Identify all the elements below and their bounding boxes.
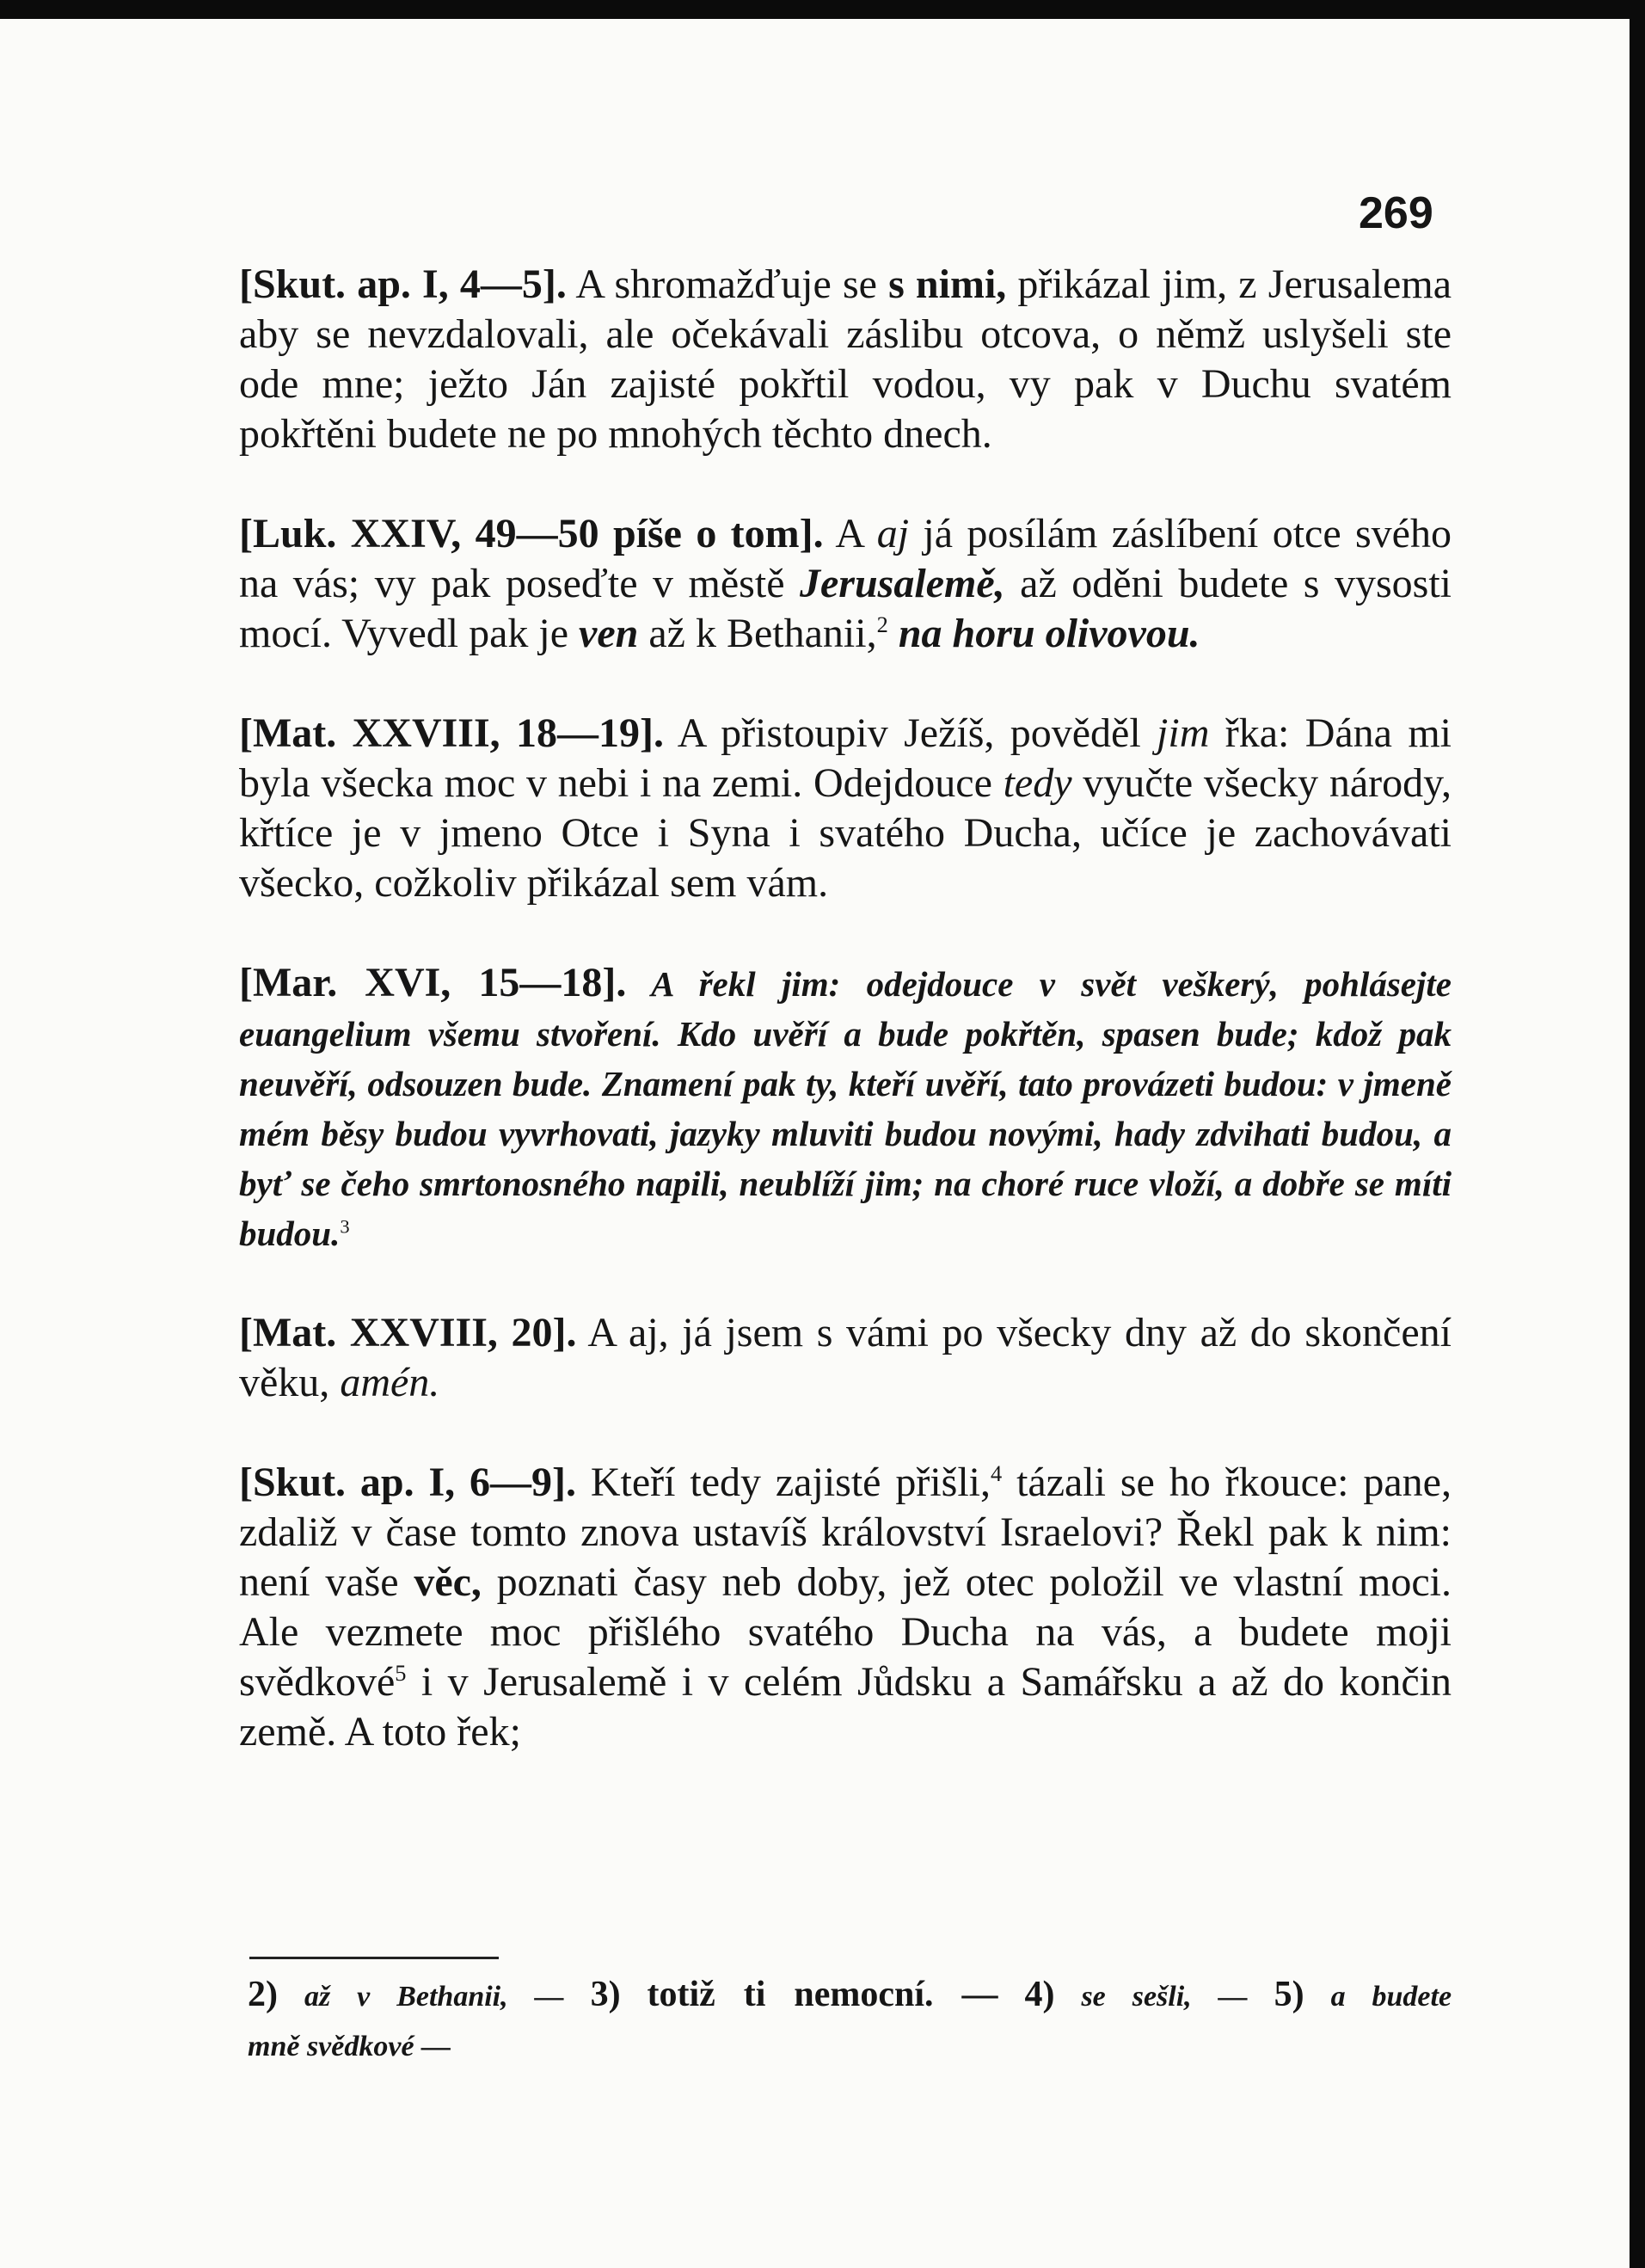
paragraph [239,958,1452,1258]
text-run: až k Bethanii, [638,611,877,656]
footnote-marker: 5 [395,1660,407,1686]
text-run: amén. [340,1360,440,1405]
text-run: A [823,511,877,556]
text-run: i v Jerusalemě i v celém Jůdsku a Samářsku a až do končin země. A toto řek; [239,1659,1452,1755]
paragraph [239,509,1452,659]
footnote-number: 2) [248,1975,278,2014]
text-run: A řekl jim: odejdouce v svět veškerý, pohlásejte euangelium všemu stvoření. Kdo uvěří a bude pokřtěn, spasen bude; kdož pak neuvěří, odsouzen bude. Znamení pak ty, kteří uvěří, tato provázeti budou: v jmeně mém běsy budou vyvrhovati, jazyky mluviti budou novými, hady zdvihati budou, a byť se čeho smrtonosného napili, neublíží jim; na choré ruce vloží, a dobře se míti budou. [239,964,1452,1253]
scripture-reference: [Luk. XXIV, 49—50 píše o tom]. [239,511,824,556]
footnote-marker: 2 [876,612,888,637]
text-run: řka: Dána mi byla všecka moc v nebi i na zemi. Odejdouce [239,710,1452,806]
paragraph [239,1308,1452,1408]
text-run: jim [1157,710,1210,756]
text-run: věc, [414,1559,482,1605]
scripture-reference: [Mat. XXVIII, 20]. [239,1310,577,1355]
text-run: A přistoupiv Ježíš, pověděl [664,710,1157,756]
footnote-number: 4) [1024,1975,1055,2014]
text-run: tázali se ho řkouce: pane, zdaliž v čase tomto znova ustavíš království Israelovi? Řekl pak k nim: není vaše [239,1460,1452,1605]
text-run: až oděni budete s vysosti mocí. Vyvedl pak je [239,561,1452,656]
footnote-marker: 3 [340,1215,350,1238]
scripture-reference: [Skut. ap. I, 4—5]. [239,261,567,307]
footnote-marker: 4 [991,1460,1003,1486]
footnote-text: totiž ti nemocní. — [647,1975,998,2014]
footnotes [248,1970,1452,2072]
scripture-reference: [Mat. XXVIII, 18—19]. [239,710,664,756]
text-run: vyučte všecky národy, křtíce je v jmeno Otce i Syna i svatého Ducha, učíce je zachovávati všecko, cožkoliv přikázal sem vám. [239,760,1452,906]
text-run: A shromažďuje se [566,261,889,307]
paragraph [239,1458,1452,1757]
text-run: poznati časy neb doby, jež otec položil ve vlastní moci. Ale vezmete moc přišlého svatého Ducha na vás, a budete moji svědkové [239,1559,1452,1705]
text-run: na horu olivovou. [898,611,1200,656]
scripture-reference: [Skut. ap. I, 6—9]. [239,1460,577,1505]
text-run: ven [579,611,639,656]
text-run: Kteří tedy zajisté přišli, [576,1460,991,1505]
footnote-divider [249,1957,499,1959]
paragraph [239,260,1452,459]
text-run [888,611,899,656]
text-run: aj [876,511,910,556]
text-run: tedy [1003,760,1072,806]
page-number: 269 [1359,188,1433,238]
footnote-text: a budete [1330,1981,1452,2013]
footnote-text: až v Bethanii, — [304,1981,564,2013]
footnote-line-1 [248,1970,1452,2022]
text-run: Jerusalemě, [800,561,1005,606]
text-run: s nimi, [888,261,1007,307]
footnote-number: 3) [590,1975,621,2014]
paragraph [239,709,1452,908]
text-run: já posílám záslíbení otce svého na vás; vy pak poseďte v městě [239,511,1452,606]
text-run: přikázal jim, z Jerusalema aby se nevzdalovali, ale očekávali záslibu otcova, o němž uslyšeli ste ode mne; ježto Ján zajisté pokřtil vodou, vy pak v Duchu svatém pokřtěni budete ne po mnohých těchto dnech. [239,261,1452,457]
footnote-text: se sešli, — [1081,1981,1248,2013]
footnote-line-2: mně svědkové — [248,2031,451,2062]
text-run: A aj, já jsem s vámi po všecky dny až do skončení věku, [239,1310,1452,1405]
book-page [0,19,1630,2268]
body-text [239,260,1452,1807]
footnote-number: 5) [1274,1975,1304,2014]
scripture-reference: [Mar. XVI, 15—18]. [239,960,627,1005]
